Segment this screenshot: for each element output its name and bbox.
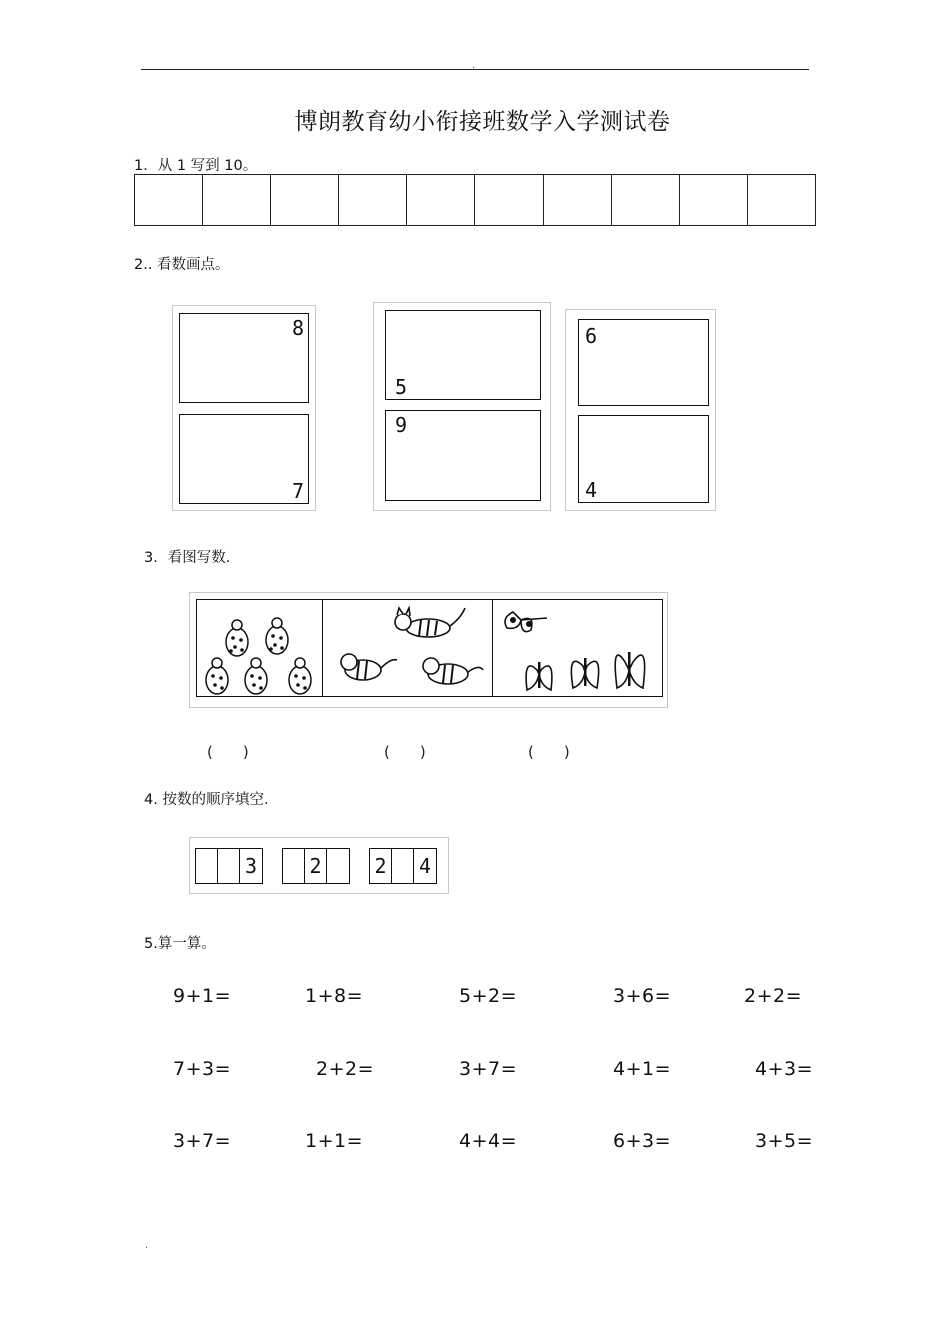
sequence-group-2 [282, 848, 350, 884]
equation[interactable]: 2+2= [316, 1058, 375, 1080]
write-cell-5[interactable] [407, 175, 475, 225]
sequence-cell[interactable] [196, 849, 218, 883]
box-number: 6 [585, 324, 598, 348]
q1-write-grid [134, 174, 816, 226]
answer-blank-3[interactable]: ( ) [528, 743, 570, 761]
ladybug-cell [197, 600, 323, 696]
equation[interactable]: 6+3= [613, 1130, 672, 1152]
write-cell-2[interactable] [203, 175, 271, 225]
q3-picture-strip [189, 592, 668, 708]
q4-sequence-strip [189, 837, 449, 894]
sequence-cell: 2 [305, 849, 327, 883]
answer-blank-2[interactable]: ( ) [384, 743, 426, 761]
sequence-cell[interactable] [283, 849, 305, 883]
footer-dot: . [145, 1240, 149, 1251]
q4-label: 4. 按数的顺序填空． [144, 792, 279, 808]
dot-box-9[interactable] [385, 410, 541, 501]
box-number: 8 [291, 316, 304, 340]
dot-box-5[interactable] [385, 310, 541, 400]
equation[interactable]: 3+5= [755, 1130, 814, 1152]
q5-label: 5.算一算。 [144, 936, 216, 952]
q2-label: 2.. 看数画点。 [134, 257, 230, 273]
cat-cell [323, 600, 492, 696]
cat-icon [323, 600, 491, 696]
dot-panel-1 [172, 305, 316, 511]
write-cell-1[interactable] [135, 175, 203, 225]
header-rule [141, 69, 809, 70]
sequence-cell[interactable] [392, 849, 414, 883]
butterfly-icon [493, 600, 661, 696]
sequence-group-1 [195, 848, 263, 884]
dot-panel-2 [373, 302, 551, 511]
equation[interactable]: 1+1= [305, 1130, 364, 1152]
butterfly-cell [493, 600, 662, 696]
write-cell-6[interactable] [475, 175, 543, 225]
equation[interactable]: 7+3= [173, 1058, 232, 1080]
sequence-cell: 4 [418, 854, 432, 878]
sequence-cell: 3 [244, 854, 258, 878]
box-number: 4 [585, 478, 598, 502]
equation[interactable]: 1+8= [305, 985, 364, 1007]
dot-panel-3 [565, 309, 716, 511]
dot-box-7[interactable] [179, 414, 309, 504]
q1-label: 1．从 1 写到 10。 [134, 158, 258, 174]
box-number: 5 [395, 375, 408, 399]
equation[interactable]: 5+2= [459, 985, 518, 1007]
q3-label: 3．看图写数． [144, 550, 241, 566]
equation[interactable]: 4+4= [459, 1130, 518, 1152]
ladybug-icon [197, 600, 322, 696]
box-number: 9 [395, 413, 408, 437]
sequence-group-3 [369, 848, 437, 884]
equation[interactable]: 3+7= [173, 1130, 232, 1152]
equation[interactable]: 3+6= [613, 985, 672, 1007]
write-cell-10[interactable] [748, 175, 815, 225]
write-cell-8[interactable] [612, 175, 680, 225]
box-number: 7 [291, 479, 304, 503]
write-cell-7[interactable] [544, 175, 612, 225]
equation[interactable]: 2+2= [744, 985, 803, 1007]
write-cell-3[interactable] [271, 175, 339, 225]
equation[interactable]: 4+1= [613, 1058, 672, 1080]
equation[interactable]: 3+7= [459, 1058, 518, 1080]
page-title: 博朗教育幼小衔接班数学入学测试卷 [294, 109, 671, 135]
equation[interactable]: 9+1= [173, 985, 232, 1007]
equation[interactable]: 4+3= [755, 1058, 814, 1080]
write-cell-9[interactable] [680, 175, 748, 225]
write-cell-4[interactable] [339, 175, 407, 225]
dot-box-4[interactable] [578, 415, 709, 503]
sequence-cell[interactable] [327, 849, 349, 883]
dot-box-6[interactable] [578, 319, 709, 406]
sequence-cell[interactable] [218, 849, 240, 883]
dot-box-8[interactable] [179, 313, 309, 403]
header-dot: . [472, 60, 476, 71]
sequence-cell: 2 [370, 849, 392, 883]
answer-blank-1[interactable]: ( ) [207, 743, 249, 761]
